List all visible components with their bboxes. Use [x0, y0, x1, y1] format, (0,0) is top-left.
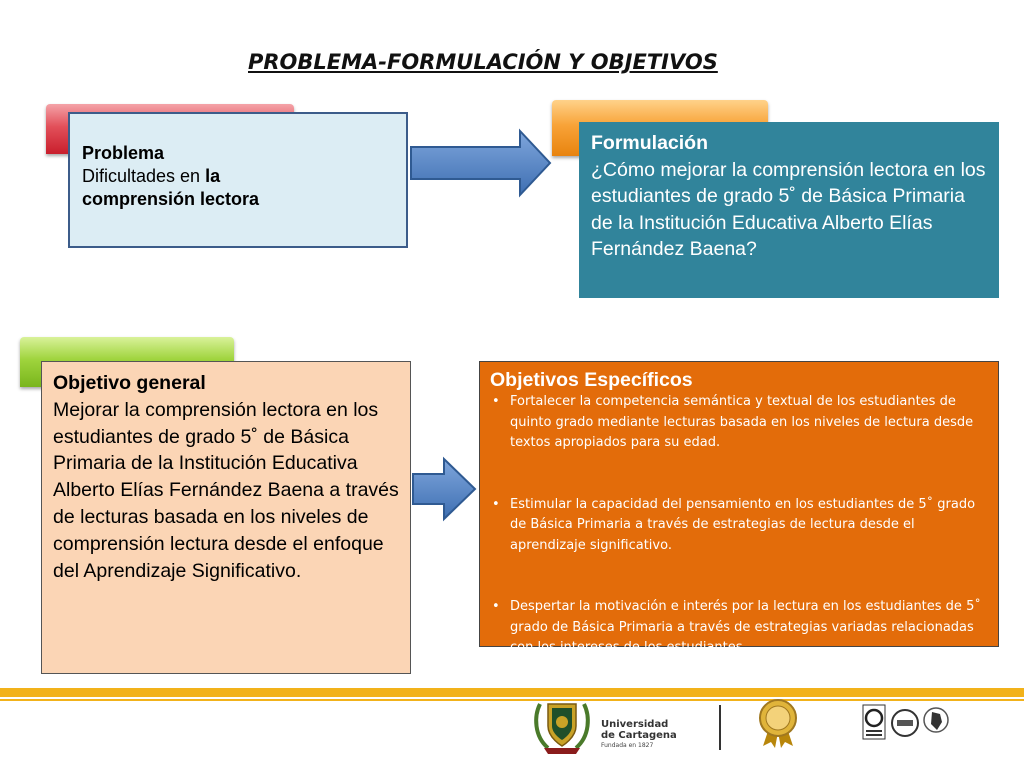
formulacion-heading: Formulación [591, 132, 709, 154]
university-wordmark [601, 719, 677, 750]
footer-band-line [0, 699, 1024, 701]
iso-certification-icon [862, 704, 886, 740]
objetivo-general-box [41, 361, 411, 674]
objetivos-especificos-box [479, 361, 999, 655]
footer-divider [719, 705, 721, 750]
objetivo-general-heading: Objetivo general [53, 372, 206, 394]
formulacion-text: ¿Cómo mejorar la comprensión lectora en los estudiantes de grado 5˚ de Básica Primaria de la Institución Educativa Alberto Elías Fernández Baena? [591, 158, 986, 260]
university-name-line-2: de Cartagena [601, 730, 677, 741]
iqnet-certification-icon [890, 708, 920, 738]
problema-heading: Problema [82, 143, 165, 163]
problema-text [82, 165, 396, 211]
university-founded: Fundada en 1827 [601, 742, 654, 749]
list-item: • Despertar la motivación e interés por la lectura en los estudiantes de 5˚ grado de Básica Primaria a través de estrategias variadas relacionadas con los intereses de los estudiantes. [490, 597, 986, 659]
problema-box [68, 112, 408, 248]
objetivos-especificos-heading: Objetivos Específicos [490, 369, 693, 391]
list-item: • Estimular la capacidad del pensamiento en los estudiantes de 5˚ grado de Básica Primaria a través de estrategias de lectura desde el aprendizaje significativo. [490, 495, 986, 557]
objetivos-especificos-list [490, 392, 986, 659]
page-title: PROBLEMA-FORMULACIÓN Y OBJETIVOS [248, 50, 718, 74]
formulacion-box [579, 122, 999, 298]
arrow-right-icon [410, 456, 478, 522]
problema-text-bold-1: la [205, 166, 221, 186]
university-name-line-1: Universidad [601, 719, 669, 730]
colombia-certification-icon [922, 706, 950, 738]
university-crest-icon [530, 696, 594, 756]
problema-text-bold-2: comprensión lectora [82, 189, 260, 209]
gold-seal-icon [755, 698, 801, 748]
objetivo-general-text: Mejorar la comprensión lectora en los estudiantes de grado 5˚ de Básica Primaria de la Institución Educativa Alberto Elías Fernández Baena a través de lecturas basada en los niveles de comprensión lectura desde el enfoque del Aprendizaje Significativo. [53, 398, 399, 582]
problema-text-plain: Dificultades en [82, 166, 206, 186]
arrow-right-icon [408, 128, 553, 198]
list-item: • Fortalecer la competencia semántica y textual de los estudiantes de quinto grado mediante lecturas basada en los niveles de lectura desde textos apropiados para su edad. [490, 392, 986, 454]
footer-band [0, 688, 1024, 697]
